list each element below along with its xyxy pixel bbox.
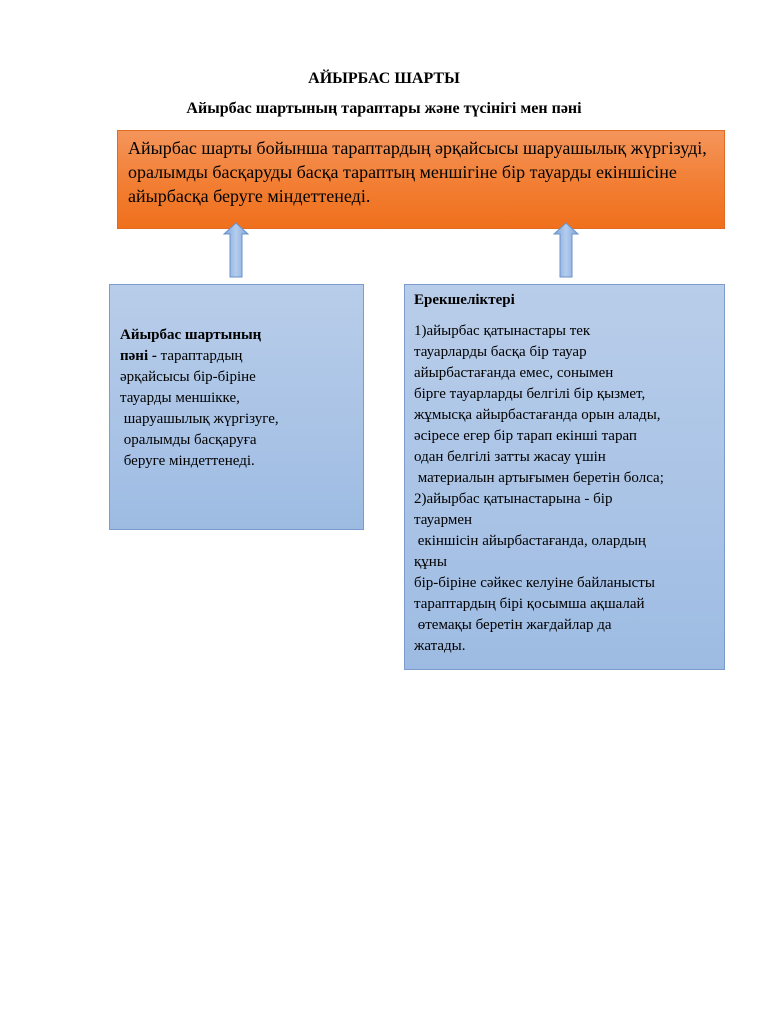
features-line: бір-біріне сәйкес келуіне байланысты bbox=[414, 575, 655, 591]
subject-line: оралымды басқаруға bbox=[120, 432, 257, 448]
features-box bbox=[404, 284, 725, 670]
subject-line: әрқайсысы бір-біріне bbox=[120, 369, 256, 385]
up-arrow-icon bbox=[223, 222, 249, 278]
subject-text: тараптардың bbox=[156, 348, 243, 364]
subject-lines bbox=[120, 367, 355, 472]
subject-line: шаруашылық жүргізуге, bbox=[120, 411, 279, 427]
features-line: жатады. bbox=[414, 638, 466, 654]
features-heading: Ерекшеліктері bbox=[414, 292, 515, 308]
features-line: тауарларды басқа бір тауар bbox=[414, 344, 587, 360]
features-line: одан белгілі затты жасау үшін bbox=[414, 449, 606, 465]
features-line: бірге тауарларды белгілі бір қызмет, bbox=[414, 386, 646, 402]
features-lines bbox=[414, 321, 718, 657]
document-title: АЙЫРБАС ШАРТЫ bbox=[308, 70, 460, 87]
features-line: материалын артығымен беретін болса; bbox=[414, 470, 664, 486]
features-line: өтемақы беретін жағдайлар да bbox=[414, 617, 612, 633]
subject-line: беруге міндеттенеді. bbox=[120, 453, 255, 469]
up-arrow-icon bbox=[553, 222, 579, 278]
features-line: құны bbox=[414, 554, 447, 570]
features-line: екіншісін айырбастағанда, олардың bbox=[414, 533, 646, 549]
features-line: айырбастағанда емес, сонымен bbox=[414, 365, 614, 381]
document-subtitle: Айырбас шартының тараптары және түсінігі мен пәні bbox=[186, 100, 582, 117]
subject-label: пәні - bbox=[120, 348, 157, 364]
features-line: жұмысқа айырбастағанда орын алады, bbox=[414, 407, 661, 423]
features-line: тауармен bbox=[414, 512, 473, 528]
features-line: 1)айырбас қатынастары тек bbox=[414, 323, 591, 339]
subject-box bbox=[109, 284, 364, 530]
features-line: 2)айырбас қатынастарына - бір bbox=[414, 491, 613, 507]
features-line: тараптардың бірі қосымша ақшалай bbox=[414, 596, 645, 612]
features-line: әсіресе егер бір тарап екінші тарап bbox=[414, 428, 637, 444]
subject-line: тауарды меншікке, bbox=[120, 390, 240, 406]
definition-box: Айырбас шарты бойынша тараптардың әрқайсысы шаруашылық жүргізуді, оралымды басқаруды басқа тараптың меншігіне бір тауарды екіншісіне айырбасқа беруге міндеттенеді. bbox=[117, 130, 725, 229]
subject-heading: Айырбас шартының bbox=[120, 327, 262, 343]
